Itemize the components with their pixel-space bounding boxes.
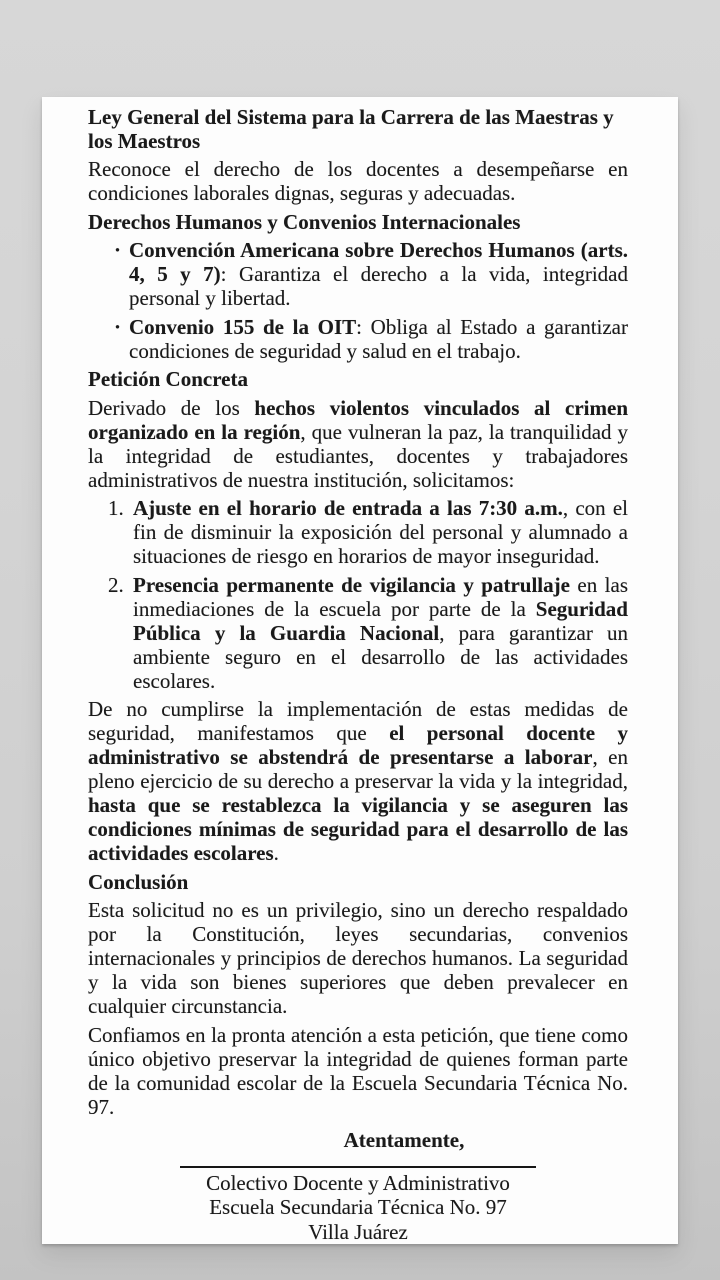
block-text: Esta solicitud no es un privilegio, sino un derecho respaldado por la Constitución, leyes secundarias, convenios internacionales y principios de derechos humanos. La seguridad y la vida son bienes superiores que deben prevalecer en cualquier circunstancia. [88, 898, 628, 1018]
list-number: 2. [108, 572, 124, 597]
block-text: Reconoce el derecho de los docentes a desempeñarse en condiciones laborales dignas, seguras y adecuadas. [88, 157, 628, 205]
block-text: Confiamos en la pronta atención a esta petición, que tiene como único objetivo preservar la integridad de quienes forman parte de la comunidad escolar de la Escuela Secundaria Técnica No. 97. [88, 1022, 628, 1119]
numbered-item [88, 573, 628, 693]
document-page [42, 97, 678, 1244]
document-blocks [88, 105, 628, 1152]
numbered-item [88, 496, 628, 568]
bullet-item [88, 238, 628, 310]
signature-block [88, 1166, 628, 1245]
block-text: Atentamente, [343, 1127, 465, 1152]
block-text: Convención Americana sobre Derechos Humanos (arts. 4, 5 y 7): Garantiza el derecho a la vida, integridad personal y libertad. [129, 238, 629, 310]
bullet-item [88, 315, 628, 363]
section-heading [88, 870, 628, 894]
signature-place: Villa Juárez [308, 1219, 408, 1244]
signature-line [180, 1166, 536, 1168]
block-text: De no cumplirse la implementación de estas medidas de seguridad, manifestamos que el personal docente y administrativo se abstendrá de presentarse a laborar, en pleno ejercicio de su derecho a preservar la vida y la integridad, hasta que se restablezca la vigilancia y se aseguren las condiciones mínimas de seguridad para el desarrollo de las actividades escolares. [88, 697, 628, 865]
block-text: Ley General del Sistema para la Carrera de las Maestras y los Maestros [88, 104, 614, 153]
section-heading [88, 105, 628, 153]
signature-school: Escuela Secundaria Técnica No. 97 [209, 1195, 507, 1219]
document-body [88, 100, 628, 1244]
paragraph [88, 1023, 628, 1119]
block-text: Derivado de los hechos violentos vinculados al crimen organizado en la región, que vulneran la paz, la tranquilidad y la integridad de estudiantes, docentes y trabajadores administrativos de nuestra institución, solicitamos: [88, 395, 629, 492]
paragraph [88, 898, 628, 1018]
signature-org: Colectivo Docente y Administrativo [206, 1170, 510, 1195]
paragraph [88, 396, 628, 492]
bullet-marker: · [114, 314, 122, 339]
block-text: Convenio 155 de la OIT: Obliga al Estado a garantizar condiciones de seguridad y salud en el trabajo. [129, 314, 628, 363]
list-number: 1. [108, 496, 124, 520]
paragraph [88, 697, 628, 865]
section-heading [88, 367, 628, 391]
section-heading [88, 210, 628, 234]
block-text: Presencia permanente de vigilancia y patrullaje en las inmediaciones de la escuela por parte de la Seguridad Pública y la Guardia Nacional, para garantizar un ambiente seguro en el desarrollo de las actividades escolares. [133, 572, 628, 693]
block-text: Petición Concreta [88, 367, 248, 391]
paragraph [88, 157, 628, 205]
closing-line [88, 1128, 628, 1152]
block-text: Ajuste en el horario de entrada a las 7:30 a.m., con el fin de disminuir la exposición del personal y alumnado a situaciones de riesgo en horarios de mayor inseguridad. [133, 496, 628, 568]
block-text: Derechos Humanos y Convenios Internacionales [88, 209, 521, 234]
bullet-marker: · [114, 238, 122, 262]
block-text: Conclusión [88, 869, 189, 894]
